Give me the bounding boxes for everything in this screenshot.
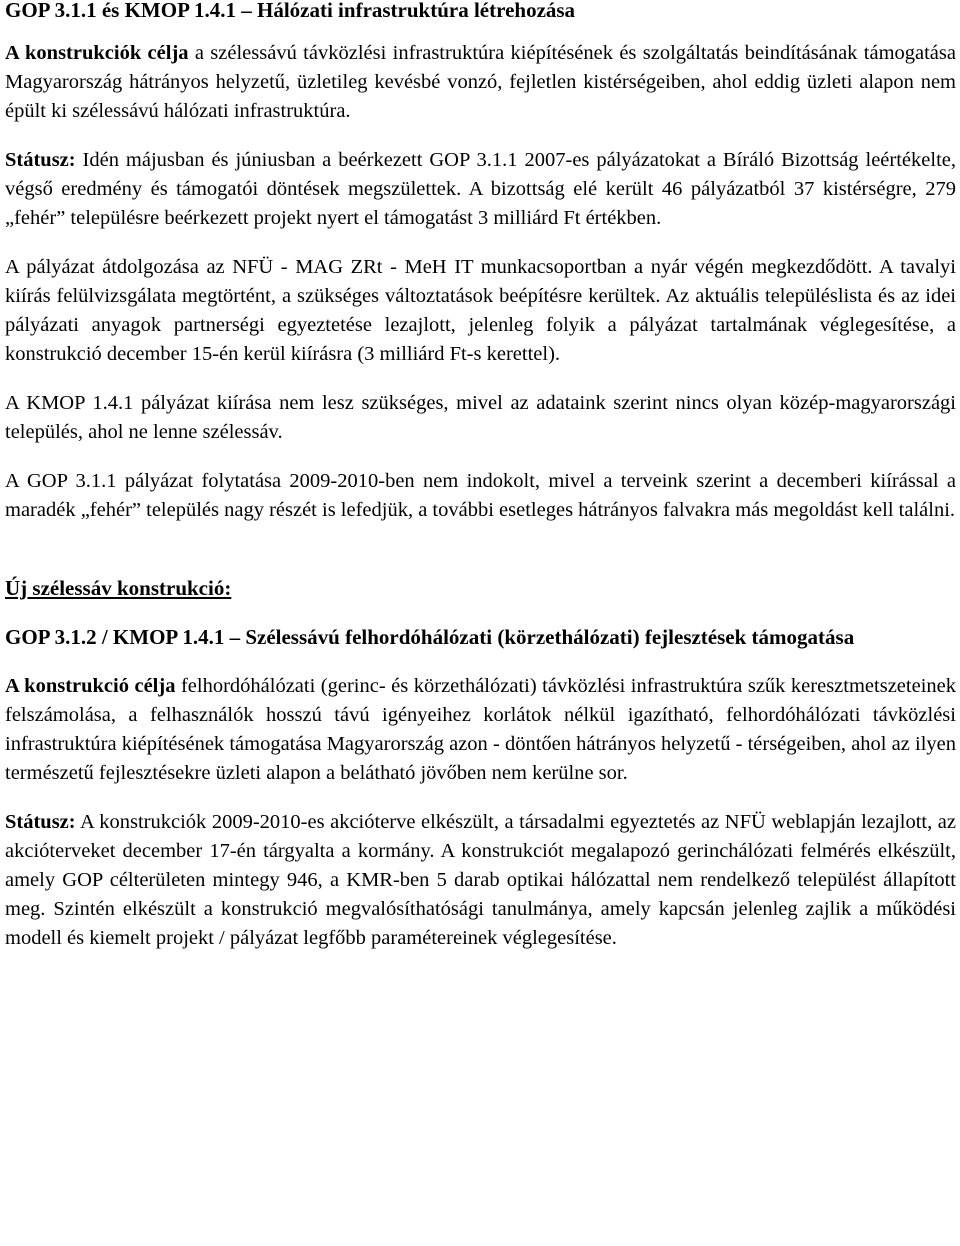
section2-goal-paragraph [5,672,956,788]
section1-status-paragraph [5,146,956,233]
status-text-2: A konstrukciók 2009-2010-es akcióterve elkészült, a társadalmi egyeztetés az NFÜ weblapján lezajlott, az akcióterveket december 17-én tárgyalta a kormány. A konstrukciót megalapozó gerinchálózati felmérés elkészült, amely GOP célterületen mintegy 946, a KMR-ben 5 darab optikai hálózattal nem rendelkező települést állapított meg. Szintén elkészült a konstrukció megvalósíthatósági tanulmánya, amely kapcsán jelenleg zajlik a működési modell és kiemelt projekt / pályázat legfőbb paramétereinek véglegesítése. [5,811,956,949]
section1-paragraph-5: A GOP 3.1.1 pályázat folytatása 2009-2010-ben nem indokolt, mivel a terveink szerint a decemberi kiírással a maradék „fehér” település nagy részét is lefedjük, a további esetleges hátrányos falvakra más megoldást kell találni. [5,470,956,521]
status-text: Idén májusban és júniusban a beérkezett GOP 3.1.1 2007-es pályázatokat a Bíráló Bizottság leértékelte, végső eredmény és támogatói döntések megszülettek. A bizottság elé került 46 pályázatból 37 kistérségre, 279 „fehér” településre beérkezett projekt nyert el támogatást 3 milliárd Ft értékben. [5,149,956,229]
goal-label: A konstrukciók célja [5,42,189,64]
section2-heading [5,574,956,603]
status-label: Státusz: [5,149,76,171]
goal-text-2: felhordóhálózati (gerinc- és körzethálózati) távközlési infrastruktúra szűk keresztmetszeteinek felszámolása, a felhasználók hosszú távú igényeihez korlátok nélkül igazítható, felhordóhálózati távközlési infrastruktúra kiépítésének támogatása Magyarország azon - döntően hátrányos helyzetű - térségeiben, ahol az ilyen természetű fejlesztésekre üzleti alapon a belátható jövőben nem kerülne sor. [5,675,956,784]
section1-title: GOP 3.1.1 és KMOP 1.4.1 – Hálózati infrastruktúra létrehozása [5,0,576,22]
goal-text: a szélessávú távközlési infrastruktúra kiépítésének és szolgáltatás beindításának támogatása Magyarország hátrányos helyzetű, üzletileg kevésbé vonzó, fejletlen kistérségeiben, ahol eddig üzleti alapon nem épült ki szélessávú hálózati infrastruktúra. [5,42,956,122]
status-label-2: Státusz: [5,811,76,833]
section2-title: GOP 3.1.2 / KMOP 1.4.1 – Szélessávú felhordóhálózati (körzethálózati) fejlesztések támogatása [5,625,855,649]
goal-label-2: A konstrukció célja [5,675,176,697]
section1-paragraph-4: A KMOP 1.4.1 pályázat kiírása nem lesz szükséges, mivel az adataink szerint nincs olyan közép-magyarországi település, ahol ne lenne szélessáv. [5,392,956,443]
section1-goal-paragraph [5,39,956,126]
section1-paragraph-3: A pályázat átdolgozása az NFÜ - MAG ZRt - MeH IT munkacsoportban a nyár végén megkezdődött. A tavalyi kiírás felülvizsgálata megtörtént, a szükséges változtatások beépítésre kerültek. Az aktuális településlista és az idei pályázati anyagok partnerségi egyeztetése lezajlott, jelenleg folyik a pályázat tartalmának véglegesítése, a konstrukció december 15-én kerül kiírásra (3 milliárd Ft-s kerettel). [5,256,956,365]
section2-heading-text: Új szélessáv konstrukció: [5,576,232,600]
section2-status-paragraph [5,808,956,953]
